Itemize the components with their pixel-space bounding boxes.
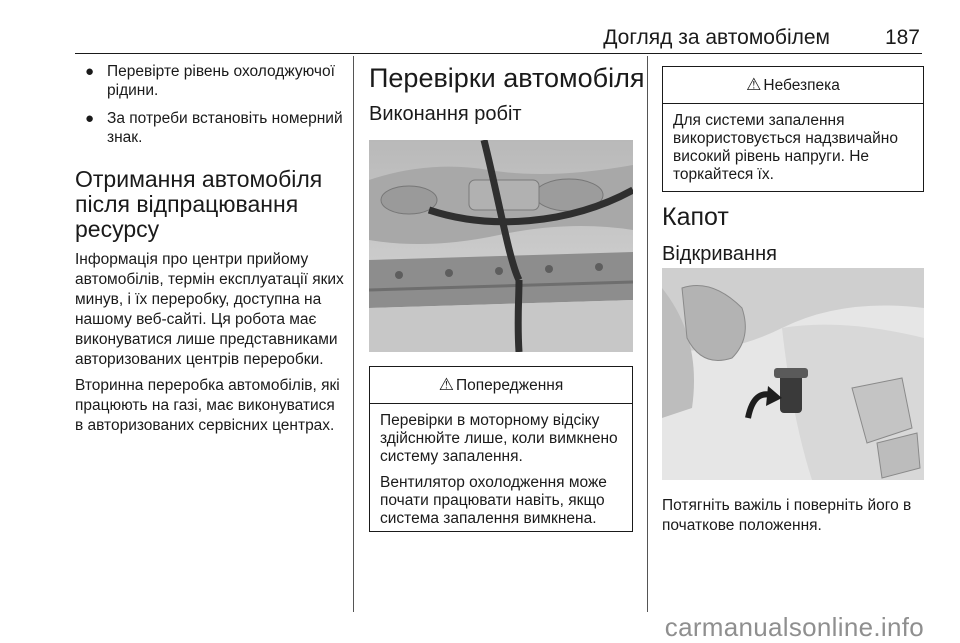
warning-heading: Попередження	[456, 377, 564, 394]
warning-box-header	[370, 367, 632, 404]
warning-triangle-icon: ⚠	[746, 75, 762, 94]
danger-box	[662, 66, 924, 192]
middle-column	[369, 62, 645, 126]
section-title-hood: Капот	[662, 203, 729, 231]
warning-paragraph: Вентилятор охолодження може почати працювати навіть, якщо система запалення вимкнена.	[380, 474, 607, 527]
hood-release-lever-illustration	[662, 268, 924, 480]
chapter-title: Перевірки автомобіля	[369, 63, 645, 93]
warning-box-body	[370, 404, 632, 540]
column-divider	[353, 56, 354, 612]
bullet-item	[75, 62, 345, 100]
danger-box-header	[663, 67, 923, 104]
header-title: Догляд за автомобілем	[603, 26, 830, 49]
warning-box	[369, 366, 633, 532]
hood-section	[662, 202, 924, 266]
bullet-item	[75, 109, 345, 147]
danger-box-body	[663, 104, 923, 196]
page-header	[75, 26, 920, 52]
danger-paragraph: Для системи запалення використовується надзвичайно високий рівень напруги. Не торкайтеся їх.	[673, 112, 898, 183]
column-divider	[647, 56, 648, 612]
bullet-dot-icon: ●	[85, 63, 95, 80]
left-column	[75, 62, 345, 442]
danger-heading: Небезпека	[763, 77, 840, 94]
subsection-title: Виконання робіт	[369, 103, 522, 125]
warning-paragraph: Перевірки в моторному відсіку здійснюйте лише, коли вимкнено систему запалення.	[380, 412, 618, 465]
subsection-title-opening: Відкривання	[662, 243, 777, 265]
bullet-text: За потреби встановіть номерний знак.	[107, 110, 343, 146]
paragraph: Інформація про центри прийому автомобілів, термін експлуатації яких минув, і їх переробку, доступна на нашому веб-сайті. Ця робота має виконуватися лише представниками авторизованих центрів переробки.	[75, 251, 344, 368]
engine-compartment-illustration	[369, 140, 633, 352]
engine-bay-drawing	[369, 140, 633, 352]
header-rule	[75, 53, 922, 54]
hood-lever-drawing	[662, 268, 924, 480]
warning-triangle-icon: ⚠	[438, 375, 454, 394]
watermark: carmanualsonline.info	[664, 612, 924, 642]
section-title-recycling: Отримання автомобіля після відпрацювання ресурсу	[75, 166, 323, 242]
lever-caption: Потягніть важіль і поверніть його в початкове положення.	[662, 497, 912, 534]
page-number: 187	[884, 26, 920, 49]
bullet-text: Перевірте рівень охолоджуючої рідини.	[107, 63, 335, 99]
bullet-dot-icon: ●	[85, 110, 95, 127]
paragraph: Вторинна переробка автомобілів, які працюють на газі, має виконуватися в авторизованих сервісних центрах.	[75, 377, 340, 434]
